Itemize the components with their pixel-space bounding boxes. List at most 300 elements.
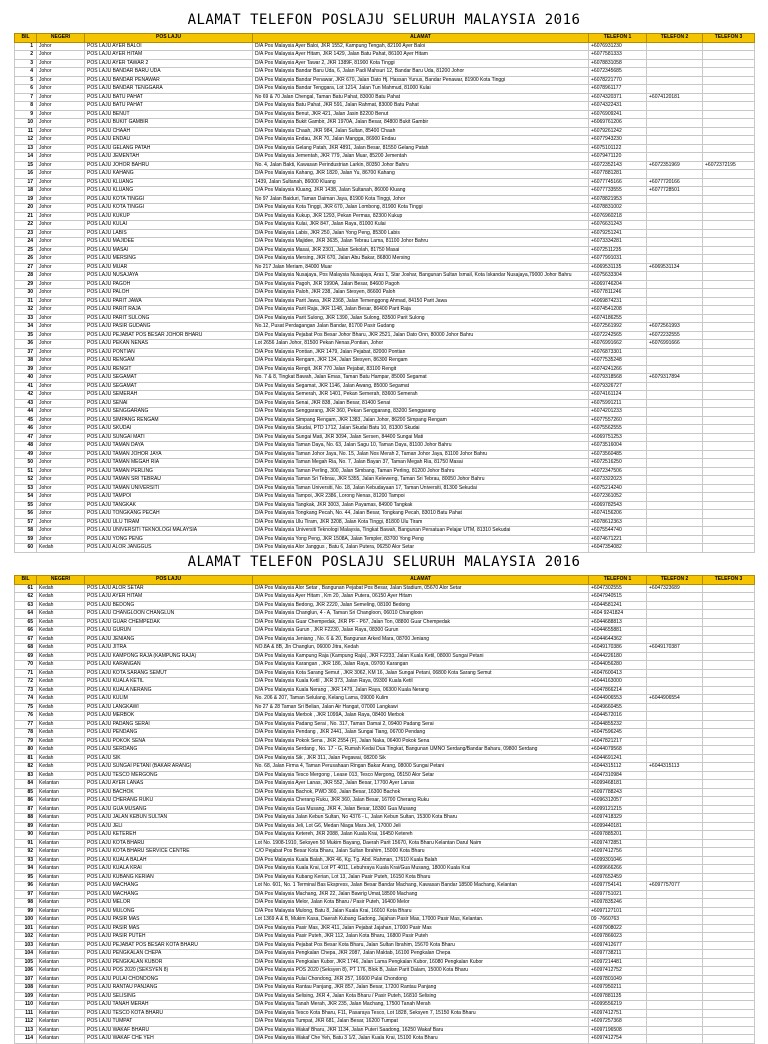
- cell-negeri: Johor: [37, 467, 85, 476]
- cell-bil: 18: [15, 187, 37, 196]
- cell-telefon-1: +604 9241824: [589, 610, 647, 619]
- cell-pos-laju: POS LAJU KUALA NERANG: [85, 686, 253, 695]
- header-telefon-3: TELEFON 3: [703, 576, 755, 585]
- table-row: [15, 433, 755, 442]
- cell-bil: 52: [15, 476, 37, 485]
- cell-pos-laju: POS LAJU PARIT SULONG: [85, 314, 253, 323]
- cell-negeri: Johor: [37, 212, 85, 221]
- table-row: [15, 127, 755, 136]
- cell-pos-laju: POS LAJU SKUDAI: [85, 425, 253, 434]
- cell-bil: 25: [15, 246, 37, 255]
- cell-telefon-3: [703, 535, 755, 544]
- cell-bil: 28: [15, 272, 37, 281]
- cell-bil: 32: [15, 306, 37, 315]
- cell-telefon-2: [647, 493, 703, 502]
- cell-telefon-1: +6074322431: [589, 102, 647, 111]
- cell-telefon-2: [647, 365, 703, 374]
- cell-telefon-3: [703, 348, 755, 357]
- cell-negeri: Johor: [37, 136, 85, 145]
- cell-negeri: Kelantan: [37, 899, 85, 908]
- cell-bil: 106: [15, 967, 37, 976]
- cell-telefon-1: 09 -7660763: [589, 916, 647, 925]
- cell-alamat: D/A Pos Malaysia Simpang Rengam, JKR 1383, Jalan Johor, 86200 Simpang Rengam: [253, 416, 589, 425]
- cell-bil: 60: [15, 544, 37, 553]
- cell-telefon-1: +6099666266: [589, 865, 647, 874]
- cell-pos-laju: POS LAJU SELISING: [85, 992, 253, 1001]
- cell-telefon-2: [647, 195, 703, 204]
- cell-alamat: D/A Pos Malaysia Segamat, JKR 1146, Jalan Awang, 85000 Segamat: [253, 382, 589, 391]
- cell-alamat: D/A Pos Malaysia Bachok, PWD 360, Jalan Besar, 16300 Bachok: [253, 788, 589, 797]
- cell-telefon-1: +6044572016: [589, 712, 647, 721]
- cell-bil: 12: [15, 136, 37, 145]
- cell-bil: 42: [15, 391, 37, 400]
- cell-bil: 5: [15, 76, 37, 85]
- table-row: [15, 518, 755, 527]
- cell-negeri: Kedah: [37, 771, 85, 780]
- cell-alamat: D/A Pos Malaysia Endau, JKR 70, Jalan Mangga, 86900 Endau: [253, 136, 589, 145]
- cell-alamat: D/A Pos Malaysia Taman Universiti, No. 18, Jalan Kebudayaan 17, Taman Universiti, 81300 Sekudai: [253, 484, 589, 493]
- cell-telefon-2: [647, 618, 703, 627]
- cell-bil: 16: [15, 170, 37, 179]
- cell-telefon-1: +6097412677: [589, 941, 647, 950]
- table-row: [15, 323, 755, 332]
- cell-bil: 111: [15, 1009, 37, 1018]
- cell-telefon-1: +6097751021: [589, 890, 647, 899]
- cell-telefon-2: [647, 746, 703, 755]
- table-row: [15, 42, 755, 51]
- cell-bil: 57: [15, 518, 37, 527]
- cell-telefon-1: +6072511235: [589, 246, 647, 255]
- table-row: [15, 916, 755, 925]
- cell-alamat: D/A Pos Malaysia Melor, Jalan Kota Bharu / Pasir Puteh, 16400 Melor: [253, 899, 589, 908]
- cell-telefon-2: +6077728501: [647, 187, 703, 196]
- cell-alamat: D/A Pos Malaysia Taman Megah Ria, No. 7, Jalan Bayan 37, Taman Megah Ria, 81750 Masai: [253, 459, 589, 468]
- cell-telefon-2: [647, 678, 703, 687]
- cell-pos-laju: POS LAJU MACHANG: [85, 890, 253, 899]
- cell-telefon-3: [703, 501, 755, 510]
- cell-bil: 50: [15, 459, 37, 468]
- cell-pos-laju: POS LAJU LANGKAWI: [85, 703, 253, 712]
- cell-bil: 44: [15, 408, 37, 417]
- cell-pos-laju: POS LAJU BUKIT GAMBIR: [85, 119, 253, 128]
- cell-telefon-3: [703, 584, 755, 593]
- cell-alamat: D/A Pos Malaysia Semerah, JKR 1401, Pekan Semerah, 83600 Semerah: [253, 391, 589, 400]
- cell-telefon-3: [703, 814, 755, 823]
- cell-alamat: D/A Pos Malaysia Ketereh, JKR 2088, Jalan Kuala Krai, 16450 Ketereh: [253, 831, 589, 840]
- cell-telefon-3: [703, 204, 755, 213]
- cell-negeri: Kedah: [37, 746, 85, 755]
- cell-telefon-2: [647, 425, 703, 434]
- table-row: [15, 476, 755, 485]
- header-telefon-2: TELEFON 2: [647, 576, 703, 585]
- cell-telefon-3: [703, 450, 755, 459]
- cell-telefon-1: +6044581241: [589, 601, 647, 610]
- cell-telefon-3: [703, 119, 755, 128]
- cell-negeri: Johor: [37, 51, 85, 60]
- table-row: [15, 1001, 755, 1010]
- cell-pos-laju: POS LAJU PEKAN NENAS: [85, 340, 253, 349]
- cell-bil: 77: [15, 720, 37, 729]
- cell-negeri: Johor: [37, 501, 85, 510]
- header-bil: BIL: [15, 34, 37, 43]
- table-header-row: [15, 576, 755, 585]
- cell-bil: 27: [15, 263, 37, 272]
- cell-telefon-3: [703, 178, 755, 187]
- cell-telefon-2: [647, 306, 703, 315]
- cell-negeri: Kedah: [37, 678, 85, 687]
- table-row: [15, 992, 755, 1001]
- cell-telefon-2: [647, 484, 703, 493]
- cell-pos-laju: POS LAJU SUNGAI PETANI (BAKAR ARANG): [85, 763, 253, 772]
- table-row: [15, 161, 755, 170]
- cell-alamat: D/A Pos Malaysia Tesco Mergong , Lease 013, Tesco Mergong, 05150 Alor Setar: [253, 771, 589, 780]
- cell-pos-laju: POS LAJU KLUANG: [85, 187, 253, 196]
- cell-bil: 95: [15, 873, 37, 882]
- cell-telefon-3: [703, 518, 755, 527]
- cell-telefon-3: [703, 984, 755, 993]
- cell-alamat: D/A Pos Malaysia Skudai, PTD 1712, Jalan Skudai Batu 10, 81300 Skudai: [253, 425, 589, 434]
- cell-alamat: D/A Pos Malaysia Merbok , JKR 1099A, Jalan Raya, 08400 Merbok: [253, 712, 589, 721]
- cell-alamat: D/A Pos Malaysia POS 2020 (Seksyen 8), PT 176, Blok B, Jalan Parit Dalam, 15000 Kota Bharu: [253, 967, 589, 976]
- cell-alamat: D/A Pos Malaysia Rantau Panjang, JKR 857, Jalan Besar, 17200 Rantau Panjang: [253, 984, 589, 993]
- cell-alamat: D/A Pos Malaysia Guar Chempedak, JKR PF - P67, Jalan Ton, 08800 Guar Chempedak: [253, 618, 589, 627]
- cell-telefon-3: [703, 297, 755, 306]
- cell-alamat: No 27 & 28 Taman Sri Belian, Jalan Air Hangat, 07000 Langkawi: [253, 703, 589, 712]
- cell-alamat: D/A Pos Malaysia Pasir Mas, JKR 411, Jalan Pejabat Jajahan, 17000 Pasir Mas: [253, 924, 589, 933]
- cell-telefon-3: [703, 442, 755, 451]
- cell-telefon-2: +6044315113: [647, 763, 703, 772]
- cell-bil: 38: [15, 357, 37, 366]
- cell-telefon-3: [703, 593, 755, 602]
- page-title: ALAMAT TELEFON POSLAJU SELURUH MALAYSIA 2016: [187, 554, 581, 570]
- cell-pos-laju: POS LAJU BATU PAHAT: [85, 102, 253, 111]
- cell-bil: 59: [15, 535, 37, 544]
- table-row: [15, 255, 755, 264]
- cell-bil: 46: [15, 425, 37, 434]
- table-row: [15, 153, 755, 162]
- cell-telefon-1: +6044163000: [589, 678, 647, 687]
- cell-bil: 13: [15, 144, 37, 153]
- cell-telefon-3: [703, 263, 755, 272]
- cell-bil: 37: [15, 348, 37, 357]
- cell-telefon-3: [703, 76, 755, 85]
- cell-bil: 51: [15, 467, 37, 476]
- header-alamat: ALAMAT: [253, 576, 589, 585]
- cell-bil: 75: [15, 703, 37, 712]
- cell-telefon-3: [703, 618, 755, 627]
- cell-telefon-1: +6044226180: [589, 652, 647, 661]
- cell-telefon-2: [647, 450, 703, 459]
- cell-alamat: Lot 1369 A & B, Mukim Kasa, Daerah Kubang Gadong, Jajahan Pasir Mas, 17000 Pasir Mas, Kelantan.: [253, 916, 589, 925]
- cell-alamat: D/A Pos Malaysia Chaah, JKR 984, Jalan Sultan, 85400 Chaah: [253, 127, 589, 136]
- cell-telefon-2: [647, 280, 703, 289]
- cell-pos-laju: POS LAJU SIMPANG RENGAM: [85, 416, 253, 425]
- cell-telefon-1: +6078961177: [589, 85, 647, 94]
- cell-telefon-1: +6073334281: [589, 238, 647, 247]
- cell-negeri: Johor: [37, 382, 85, 391]
- cell-alamat: D/A Pos Malaysia Taman Daya, No. 63, Jalan Sagu 10, Taman Daya, 81100 Johor Bahru: [253, 442, 589, 451]
- cell-alamat: D/A Pos Malaysia Benut, JKR 421, Jalan Jasin 82200 Benut: [253, 110, 589, 119]
- table-row: [15, 51, 755, 60]
- cell-telefon-1: +6079251241: [589, 229, 647, 238]
- cell-pos-laju: POS LAJU KUALA KETIL: [85, 678, 253, 687]
- cell-telefon-1: +6074201233: [589, 408, 647, 417]
- table-row: [15, 678, 755, 687]
- cell-pos-laju: POS LAJU LABIS: [85, 229, 253, 238]
- cell-pos-laju: POS LAJU GELANG PATAH: [85, 144, 253, 153]
- cell-bil: 55: [15, 501, 37, 510]
- cell-telefon-3: [703, 644, 755, 653]
- table-row: [15, 382, 755, 391]
- cell-telefon-1: +6077557260: [589, 416, 647, 425]
- cell-alamat: D/A Pos Malaysia Bandar Tenggara, Lot 1214, Jalan Tun Mahmud, 81000 Kulai: [253, 85, 589, 94]
- cell-bil: 68: [15, 644, 37, 653]
- cell-telefon-2: [647, 635, 703, 644]
- cell-pos-laju: POS LAJU MACHANG: [85, 882, 253, 891]
- cell-telefon-3: [703, 737, 755, 746]
- cell-bil: 62: [15, 593, 37, 602]
- cell-telefon-2: +6079317894: [647, 374, 703, 383]
- cell-negeri: Kedah: [37, 720, 85, 729]
- cell-telefon-3: [703, 433, 755, 442]
- cell-pos-laju: POS LAJU TONGKANG PECAH: [85, 510, 253, 519]
- cell-bil: 69: [15, 652, 37, 661]
- cell-negeri: Johor: [37, 263, 85, 272]
- cell-bil: 81: [15, 754, 37, 763]
- table-row: [15, 195, 755, 204]
- cell-telefon-2: [647, 59, 703, 68]
- cell-pos-laju: POS LAJU KETEREH: [85, 831, 253, 840]
- table-row: [15, 544, 755, 553]
- cell-telefon-3: [703, 882, 755, 891]
- table-row: [15, 238, 755, 247]
- cell-bil: 71: [15, 669, 37, 678]
- cell-negeri: Johor: [37, 255, 85, 264]
- header-telefon-3: TELEFON 3: [703, 34, 755, 43]
- cell-negeri: Kedah: [37, 593, 85, 602]
- table-row: [15, 212, 755, 221]
- cell-telefon-3: [703, 805, 755, 814]
- cell-negeri: Johor: [37, 85, 85, 94]
- cell-telefon-1: +6074161124: [589, 391, 647, 400]
- cell-telefon-3: [703, 246, 755, 255]
- cell-bil: 63: [15, 601, 37, 610]
- header-negeri: NEGERI: [37, 576, 85, 585]
- cell-telefon-1: +6079326727: [589, 382, 647, 391]
- cell-bil: 88: [15, 814, 37, 823]
- cell-telefon-2: [647, 518, 703, 527]
- cell-bil: 93: [15, 856, 37, 865]
- cell-telefon-3: [703, 703, 755, 712]
- cell-telefon-3: [703, 669, 755, 678]
- cell-telefon-1: +6079261242: [589, 127, 647, 136]
- cell-alamat: D/A Pos Malaysia Kuala Nerang , JKR 1479, Jalan Raya, 06300 Kuala Nerang: [253, 686, 589, 695]
- cell-pos-laju: POS LAJU PALOH: [85, 289, 253, 298]
- table-row: [15, 754, 755, 763]
- cell-alamat: D/A Pos Malaysia Ayer Baloi, JKR 1552, Kampung Tengah, 82100 Ayer Baloi: [253, 42, 589, 51]
- cell-alamat: D/A Pos Malaysia Kuala Krai, Lot PT 4011, Lebuhraya Kuala Krai/Gua Musang, 18000 Kuala Krai: [253, 865, 589, 874]
- cell-telefon-2: [647, 729, 703, 738]
- cell-alamat: D/A Pos Malaysia Bandar Baru Uda, 6, Jalan Padi Mahsuri 12, Bandar Baru Uda, 81200 Johor: [253, 68, 589, 77]
- cell-telefon-3: [703, 1009, 755, 1018]
- cell-telefon-2: +6069531134: [647, 263, 703, 272]
- cell-telefon-3: [703, 357, 755, 366]
- cell-telefon-3: [703, 153, 755, 162]
- cell-negeri: Johor: [37, 144, 85, 153]
- cell-telefon-3: [703, 933, 755, 942]
- table-row: [15, 102, 755, 111]
- table-row: [15, 907, 755, 916]
- cell-telefon-3: [703, 408, 755, 417]
- cell-bil: 83: [15, 771, 37, 780]
- cell-alamat: Lot 2656 Jalan Johor, 81500 Pekan Nenas,Pontian, Johor: [253, 340, 589, 349]
- cell-negeri: Johor: [37, 229, 85, 238]
- cell-alamat: D/A Pos Malaysia Senai, JKR 838, Jalan Besar, 81400 Senai: [253, 399, 589, 408]
- cell-pos-laju: POS LAJU BANDAR TENGGARA: [85, 85, 253, 94]
- cell-pos-laju: POS LAJU BANDAR BARU UDA: [85, 68, 253, 77]
- table-row: [15, 780, 755, 789]
- cell-telefon-3: [703, 788, 755, 797]
- cell-negeri: Kedah: [37, 601, 85, 610]
- cell-telefon-2: [647, 771, 703, 780]
- cell-bil: 2: [15, 51, 37, 60]
- table-row: [15, 527, 755, 536]
- cell-alamat: D/A Pos Malaysia Ayer Lanas, JKR 552, Jalan Besar, 17700 Ayer Lanas: [253, 780, 589, 789]
- cell-telefon-3: [703, 399, 755, 408]
- cell-bil: 86: [15, 797, 37, 806]
- cell-telefon-3: [703, 280, 755, 289]
- cell-alamat: D/A Pos Malaysia Tumpat, JKR 681, Jalan Besar, 16200 Tumpat: [253, 1018, 589, 1027]
- cell-bil: 58: [15, 527, 37, 536]
- cell-telefon-3: [703, 1001, 755, 1010]
- table-row: [15, 797, 755, 806]
- cell-telefon-3: [703, 950, 755, 959]
- poslaju-table: [14, 575, 755, 1044]
- cell-bil: 22: [15, 221, 37, 230]
- cell-telefon-2: [647, 941, 703, 950]
- table-row: [15, 144, 755, 153]
- cell-telefon-1: +6069874231: [589, 297, 647, 306]
- cell-alamat: D/A Pos Malaysia Tampoi, JKR 2386, Lorong Nenas, 81200 Tampoi: [253, 493, 589, 502]
- table-body: [15, 42, 755, 552]
- cell-alamat: D/A Pos Malaysia Ulu Tiram, JKR 3208, Jalan Kota Tinggi, 81800 Ulu Tiram: [253, 518, 589, 527]
- cell-telefon-2: [647, 510, 703, 519]
- cell-alamat: D/A Pos Malaysia Serdang , No. 17 - G, Rumah Kedai Dua Tingkat, Bangunan UMNO Serdang/Bandar Baharu, 09800 Serdang: [253, 746, 589, 755]
- cell-negeri: Johor: [37, 246, 85, 255]
- cell-telefon-1: +6075544740: [589, 527, 647, 536]
- cell-negeri: Johor: [37, 272, 85, 281]
- cell-telefon-2: [647, 907, 703, 916]
- table-row: [15, 535, 755, 544]
- cell-telefon-1: +6077811246: [589, 289, 647, 298]
- cell-telefon-1: +6097835246: [589, 899, 647, 908]
- cell-telefon-3: [703, 221, 755, 230]
- cell-negeri: Johor: [37, 518, 85, 527]
- cell-alamat: No 217 Jalan Meriam, 84000 Muar: [253, 263, 589, 272]
- cell-telefon-1: +6069531135: [589, 263, 647, 272]
- cell-alamat: D/A Pos Malaysia Yong Peng, JKR 1508A, Jalan Templer, 83700 Yong Peng: [253, 535, 589, 544]
- cell-telefon-3: [703, 907, 755, 916]
- cell-pos-laju: POS LAJU PAGOH: [85, 280, 253, 289]
- cell-telefon-3: [703, 272, 755, 281]
- cell-negeri: Johor: [37, 442, 85, 451]
- cell-alamat: D/A Pos Malaysia Rengit, JKR 770 Jalan Pejabat, 83100 Rengit: [253, 365, 589, 374]
- cell-telefon-2: [647, 399, 703, 408]
- cell-bil: 82: [15, 763, 37, 772]
- cell-pos-laju: POS LAJU MUAR: [85, 263, 253, 272]
- cell-telefon-3: [703, 467, 755, 476]
- cell-bil: 26: [15, 255, 37, 264]
- cell-negeri: Johor: [37, 178, 85, 187]
- cell-pos-laju: POS LAJU GUAR CHEMPEDAK: [85, 618, 253, 627]
- cell-pos-laju: POS LAJU MERSING: [85, 255, 253, 264]
- cell-telefon-2: [647, 544, 703, 553]
- table-row: [15, 984, 755, 993]
- cell-telefon-1: +6097652459: [589, 873, 647, 882]
- cell-pos-laju: POS LAJU AYER LANAS: [85, 780, 253, 789]
- cell-telefon-1: +6097127101: [589, 907, 647, 916]
- cell-telefon-3: [703, 712, 755, 721]
- cell-negeri: Johor: [37, 195, 85, 204]
- table-row: [15, 627, 755, 636]
- cell-telefon-2: [647, 476, 703, 485]
- table-row: [15, 584, 755, 593]
- cell-alamat: Lot No. 601, No. 1 Terminal Bas Ekspress, Jalan Besar Bandar Machang, Kawasan Bandar 18500 Machang, Kelantan: [253, 882, 589, 891]
- cell-telefon-3: [703, 374, 755, 383]
- cell-alamat: NO.8A & 8B, Jln Changlun, 06000 Jitra, Kedah: [253, 644, 589, 653]
- cell-negeri: Johor: [37, 280, 85, 289]
- cell-telefon-2: [647, 416, 703, 425]
- cell-pos-laju: POS LAJU TESCO KOTA BHARU: [85, 1009, 253, 1018]
- cell-bil: 7: [15, 93, 37, 102]
- cell-telefon-2: [647, 627, 703, 636]
- cell-bil: 61: [15, 584, 37, 593]
- cell-negeri: Johor: [37, 306, 85, 315]
- table-row: [15, 652, 755, 661]
- cell-telefon-2: +6047323689: [647, 584, 703, 593]
- cell-pos-laju: POS LAJU PENGKALAN CHEPA: [85, 950, 253, 959]
- table-row: [15, 110, 755, 119]
- cell-alamat: D/A Pos Malaysia Pasir Puteh, JKR 112, Jalan Kota Bharu, 16800 Pasir Puteh: [253, 933, 589, 942]
- cell-telefon-2: [647, 805, 703, 814]
- cell-alamat: D/A Pos Malaysia Gurun , JKR F2230, Jalan Raya, 08300 Gurun: [253, 627, 589, 636]
- cell-telefon-3: [703, 695, 755, 704]
- cell-bil: 108: [15, 984, 37, 993]
- cell-telefon-1: +6097754141: [589, 882, 647, 891]
- table-row: [15, 924, 755, 933]
- cell-negeri: Johor: [37, 127, 85, 136]
- cell-telefon-3: [703, 610, 755, 619]
- cell-bil: 29: [15, 280, 37, 289]
- cell-pos-laju: POS LAJU TAMPOI: [85, 493, 253, 502]
- cell-pos-laju: POS LAJU KLUANG: [85, 178, 253, 187]
- cell-negeri: Kedah: [37, 584, 85, 593]
- cell-telefon-3: [703, 941, 755, 950]
- cell-telefon-1: +6044315112: [589, 763, 647, 772]
- cell-alamat: D/A Pos Malaysia Selising, JKR 4, Jalan Kota Bharu / Pasir Puteh, 16810 Selising: [253, 992, 589, 1001]
- table-row: [15, 289, 755, 298]
- cell-telefon-2: [647, 856, 703, 865]
- table-row: [15, 831, 755, 840]
- cell-pos-laju: POS LAJU MASAI: [85, 246, 253, 255]
- cell-telefon-2: [647, 433, 703, 442]
- table-row: [15, 958, 755, 967]
- cell-telefon-1: +6097418329: [589, 814, 647, 823]
- cell-negeri: Kelantan: [37, 814, 85, 823]
- cell-telefon-3: [703, 323, 755, 332]
- cell-negeri: Kelantan: [37, 848, 85, 857]
- cell-telefon-3: [703, 831, 755, 840]
